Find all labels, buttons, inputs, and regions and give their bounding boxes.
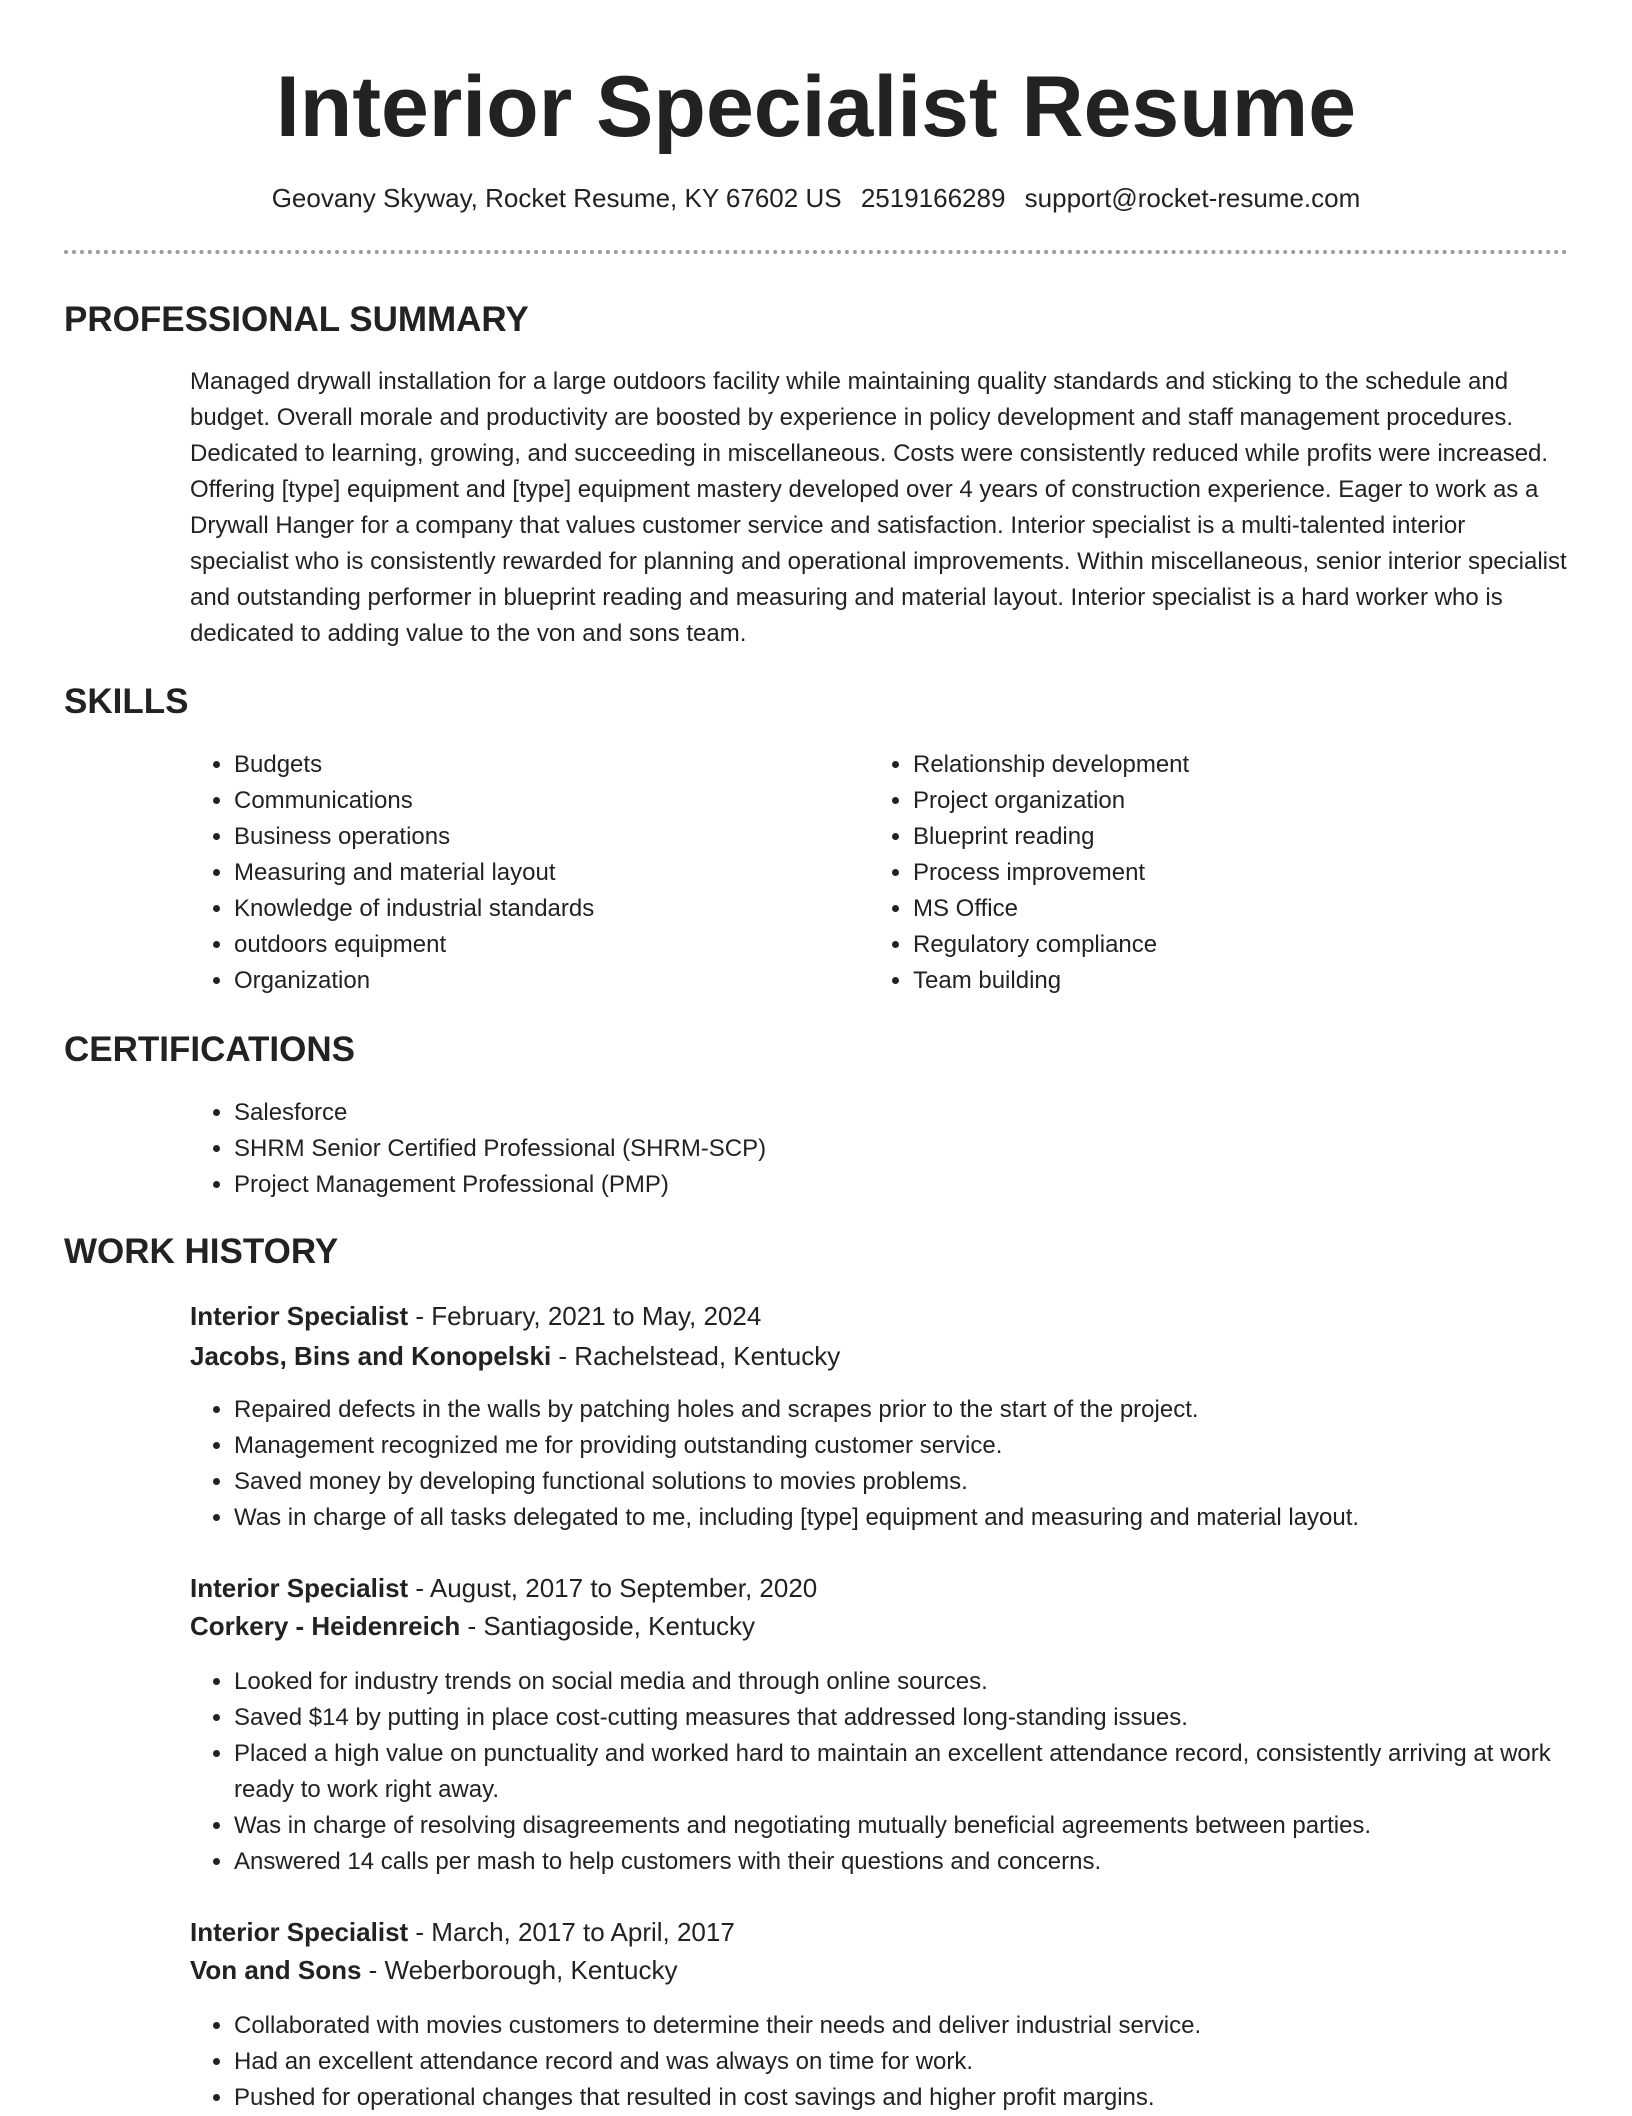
job-company: Von and Sons bbox=[190, 1955, 362, 1985]
job-bullet: • Collaborated with movies customers to determine their needs and deliver industrial service. bbox=[234, 2008, 1614, 2044]
job-dates: - March, 2017 to April, 2017 bbox=[408, 1917, 735, 1947]
job-bullet: • Answered 14 calls per mash to help customers with their questions and concerns. bbox=[234, 1844, 1614, 1880]
job-dates: - February, 2021 to May, 2024 bbox=[408, 1301, 762, 1331]
job-bullets bbox=[190, 2008, 1614, 2116]
job-bullet: • Repaired defects in the walls by patching holes and scrapes prior to the start of the project. bbox=[234, 1392, 1614, 1428]
header-divider bbox=[64, 250, 1568, 254]
job-company: Corkery - Heidenreich bbox=[190, 1611, 461, 1641]
job-title: Interior Specialist bbox=[190, 1301, 409, 1331]
job-title: Interior Specialist bbox=[190, 1573, 409, 1603]
job-title: Interior Specialist bbox=[190, 1917, 409, 1947]
skill-item: • Blueprint reading bbox=[913, 819, 1533, 855]
skill-item: • Process improvement bbox=[913, 855, 1533, 891]
skills-list-right bbox=[869, 747, 1533, 999]
skill-item: • Organization bbox=[234, 963, 854, 999]
job-bullet: • Management recognized me for providing outstanding customer service. bbox=[234, 1428, 1614, 1464]
skill-item: • Business operations bbox=[234, 819, 854, 855]
skill-item: • Measuring and material layout bbox=[234, 855, 854, 891]
skill-item: • Communications bbox=[234, 783, 854, 819]
skill-item: • Relationship development bbox=[913, 747, 1533, 783]
job-dates: - August, 2017 to September, 2020 bbox=[408, 1573, 818, 1603]
job-location: - Santiagoside, Kentucky bbox=[460, 1611, 756, 1641]
job-bullet: • Was in charge of resolving disagreements and negotiating mutually beneficial agreements between parties. bbox=[234, 1808, 1614, 1844]
job-bullet: • Pushed for operational changes that resulted in cost savings and higher profit margins. bbox=[234, 2080, 1614, 2116]
job-title-line bbox=[190, 1913, 735, 1951]
job-location: - Rachelstead, Kentucky bbox=[551, 1341, 841, 1371]
skills-list-left bbox=[190, 747, 854, 999]
skill-item: • Team building bbox=[913, 963, 1533, 999]
certification-item: • SHRM Senior Certified Professional (SHRM-SCP) bbox=[234, 1131, 1534, 1167]
job-location: - Weberborough, Kentucky bbox=[361, 1955, 678, 1985]
skill-item: • Regulatory compliance bbox=[913, 927, 1533, 963]
job-bullet: • Placed a high value on punctuality and worked hard to maintain an excellent attendance record, consistently arriving at work ready to work right away. bbox=[234, 1736, 1614, 1808]
certification-item: • Salesforce bbox=[234, 1095, 1534, 1131]
skill-item: • outdoors equipment bbox=[234, 927, 854, 963]
contact-phone: 2519166289 bbox=[860, 183, 1006, 213]
skill-item: • MS Office bbox=[913, 891, 1533, 927]
job-bullet: • Saved $14 by putting in place cost-cutting measures that addressed long-standing issues. bbox=[234, 1700, 1614, 1736]
job-bullets bbox=[190, 1664, 1614, 1880]
job-bullets bbox=[190, 1392, 1614, 1536]
certification-item: • Project Management Professional (PMP) bbox=[234, 1167, 1534, 1203]
contact-line bbox=[0, 180, 1632, 216]
job-company-line bbox=[190, 1337, 840, 1375]
job-company: Jacobs, Bins and Konopelski bbox=[190, 1341, 552, 1371]
job-bullet: • Was in charge of all tasks delegated to me, including [type] equipment and measuring and material layout. bbox=[234, 1500, 1614, 1536]
skill-item: • Project organization bbox=[913, 783, 1533, 819]
job-bullet: • Saved money by developing functional solutions to movies problems. bbox=[234, 1464, 1614, 1500]
section-title-summary: PROFESSIONAL SUMMARY bbox=[64, 300, 529, 339]
certifications-list bbox=[190, 1095, 1534, 1203]
section-title-certifications: CERTIFICATIONS bbox=[64, 1030, 356, 1069]
skill-item: • Knowledge of industrial standards bbox=[234, 891, 854, 927]
job-bullet: • Looked for industry trends on social media and through online sources. bbox=[234, 1664, 1614, 1700]
job-title-line bbox=[190, 1297, 761, 1335]
contact-email: support@rocket-resume.com bbox=[1024, 183, 1361, 213]
section-title-work-history: WORK HISTORY bbox=[64, 1232, 339, 1271]
job-company-line bbox=[190, 1607, 755, 1645]
summary-text: Managed drywall installation for a large outdoors facility while maintaining quality standards and sticking to the schedule and budget. Overall morale and productivity are boosted by experience in policy development and staff management procedures. Dedicated to learning, growing, and succeeding in miscellaneous. Costs were consistently reduced while profits were increased. Offering [type] equipment and [type] equipment mastery developed over 4 years of construction experience. Eager to work as a Drywall Hanger for a company that values customer service and satisfaction. Interior specialist is a multi-talented interior specialist who is consistently rewarded for planning and operational improvements. Within miscellaneous, senior interior specialist and outstanding performer in blueprint reading and measuring and material layout. Interior specialist is a hard worker who is dedicated to adding value to the von and sons team. bbox=[190, 368, 1567, 647]
resume-title: Interior Specialist Resume bbox=[275, 59, 1357, 155]
job-company-line bbox=[190, 1951, 677, 1989]
section-title-skills: SKILLS bbox=[64, 682, 189, 721]
job-title-line bbox=[190, 1569, 817, 1607]
job-bullet: • Had an excellent attendance record and was always on time for work. bbox=[234, 2044, 1614, 2080]
contact-address: Geovany Skyway, Rocket Resume, KY 67602 US bbox=[271, 183, 842, 213]
skill-item: • Budgets bbox=[234, 747, 854, 783]
